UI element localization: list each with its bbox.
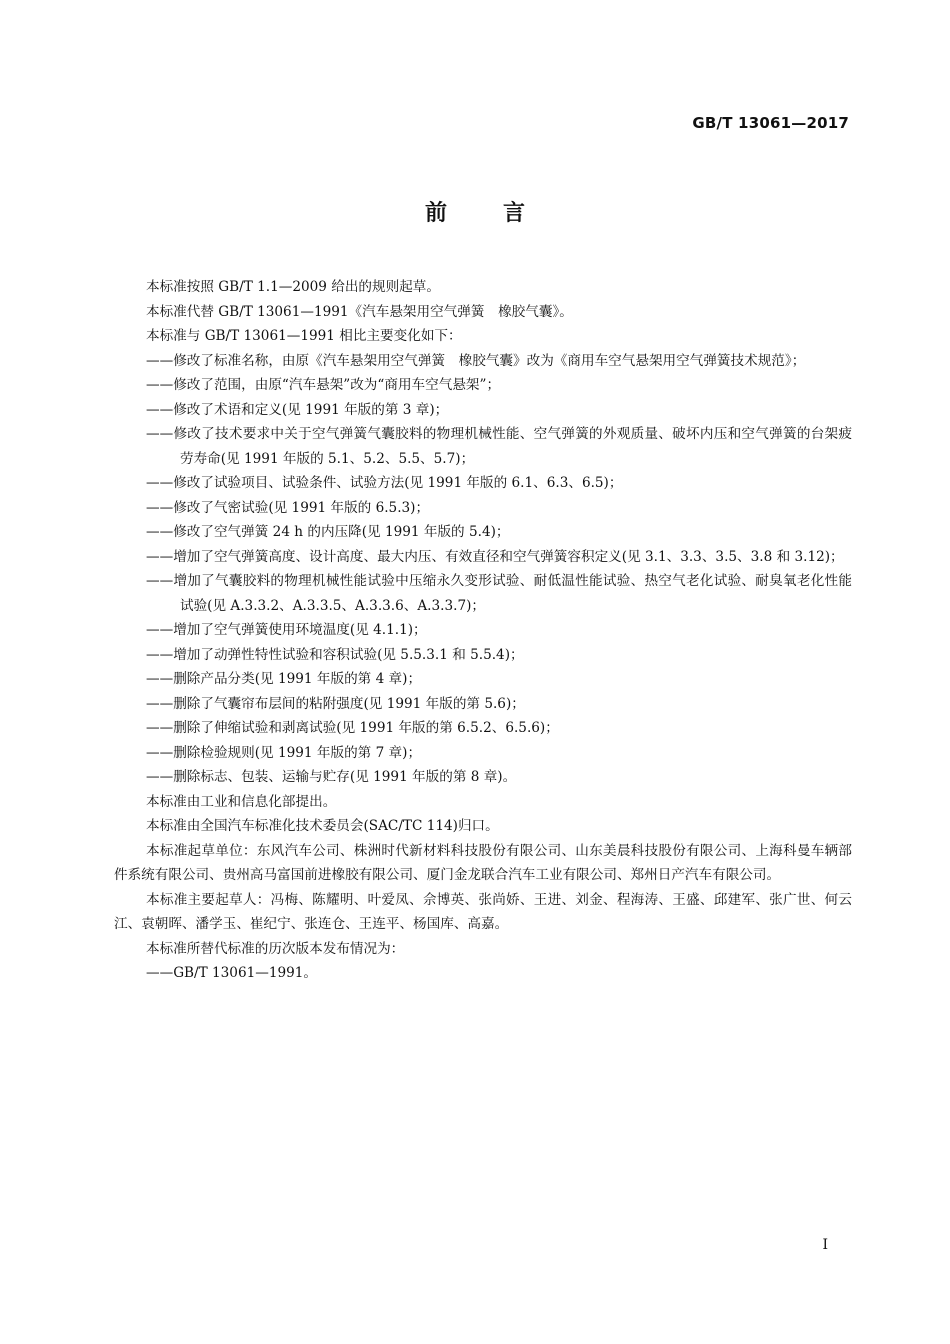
page-title: 前言 [424,201,581,226]
list-item: ——修改了术语和定义(见 1991 年版的第 3 章)； [146,401,449,418]
list-item: ——增加了动弹性特性试验和容积试验(见 5.5.3.1 和 5.5.4)； [146,646,524,663]
list-item: ——删除了气囊帘布层间的粘附强度(见 1991 年版的第 5.6)； [146,695,525,712]
paragraph: 本标准与 GB/T 13061—1991 相比主要变化如下： [146,328,462,344]
paragraph: 本标准主要起草人：冯梅、陈耀明、叶爱凤、佘博英、张尚娇、王进、刘金、程海涛、王盛、邱建军、张广世、何云江、袁朝晖、潘学玉、崔纪宁、张连仓、王连平、杨国库、高嘉。 [114,891,852,932]
paragraph: 本标准由全国汽车标准化技术委员会(SAC/TC 114)归口。 [146,818,499,834]
list-item: ——GB/T 13061—1991。 [146,965,318,981]
paragraph: 本标准代替 GB/T 13061—1991《汽车悬架用空气弹簧 橡胶气囊》。 [146,303,573,320]
list-item: ——增加了气囊胶料的物理机械性能试验中压缩永久变形试验、耐低温性能试验、热空气老化试验、耐臭氧老化性能试验(见 A.3.3.2、A.3.3.5、A.3.3.6、A.3.3.7)； [146,573,852,614]
list-item: ——删除了伸缩试验和剥离试验(见 1991 年版的第 6.5.2、6.5.6)； [146,720,559,736]
foreword-body [114,275,852,986]
list-item: ——删除检验规则(见 1991 年版的第 7 章)； [146,744,422,761]
paragraph: 本标准起草单位：东风汽车公司、株洲时代新材料科技股份有限公司、山东美晨科技股份有限公司、上海科曼车辆部件系统有限公司、贵州高马富国前进橡胶有限公司、厦门金龙联合汽车工业有限公司、郑州日产汽车有限公司。 [114,842,852,883]
list-item: ——修改了试验项目、试验条件、试验方法(见 1991 年版的 6.1、6.3、6.5)； [146,475,623,491]
paragraph: 本标准所替代标准的历次版本发布情况为： [146,940,405,957]
list-item: ——修改了标准名称，由原《汽车悬架用空气弹簧 橡胶气囊》改为《商用车空气悬架用空气弹簧技术规范》； [146,352,806,369]
list-item: ——增加了空气弹簧使用环境温度(见 4.1.1)； [146,622,427,638]
standard-number: GB/T 13061—2017 [692,114,849,132]
list-item: ——删除产品分类(见 1991 年版的第 4 章)； [146,671,422,687]
list-item: ——删除标志、包装、运输与贮存(见 1991 年版的第 8 章)。 [146,769,517,785]
list-item: ——修改了技术要求中关于空气弹簧气囊胶料的物理机械性能、空气弹簧的外观质量、破坏内压和空气弹簧的台架疲劳寿命(见 1991 年版的 5.1、5.2、5.5、5.7)； [146,426,852,467]
paragraph: 本标准由工业和信息化部提出。 [146,793,337,810]
list-item: ——增加了空气弹簧高度、设计高度、最大内压、有效直径和空气弹簧容积定义(见 3.1、3.3、3.5、3.8 和 3.12)； [146,548,844,565]
paragraph: 本标准按照 GB/T 1.1—2009 给出的规则起草。 [146,279,440,295]
list-item: ——修改了空气弹簧 24 h 的内压降(见 1991 年版的 5.4)； [146,524,510,540]
page-number: I [822,1237,828,1253]
list-item: ——修改了气密试验(见 1991 年版的 6.5.3)； [146,499,430,516]
list-item: ——修改了范围，由原“汽车悬架”改为“商用车空气悬架”； [146,377,501,393]
